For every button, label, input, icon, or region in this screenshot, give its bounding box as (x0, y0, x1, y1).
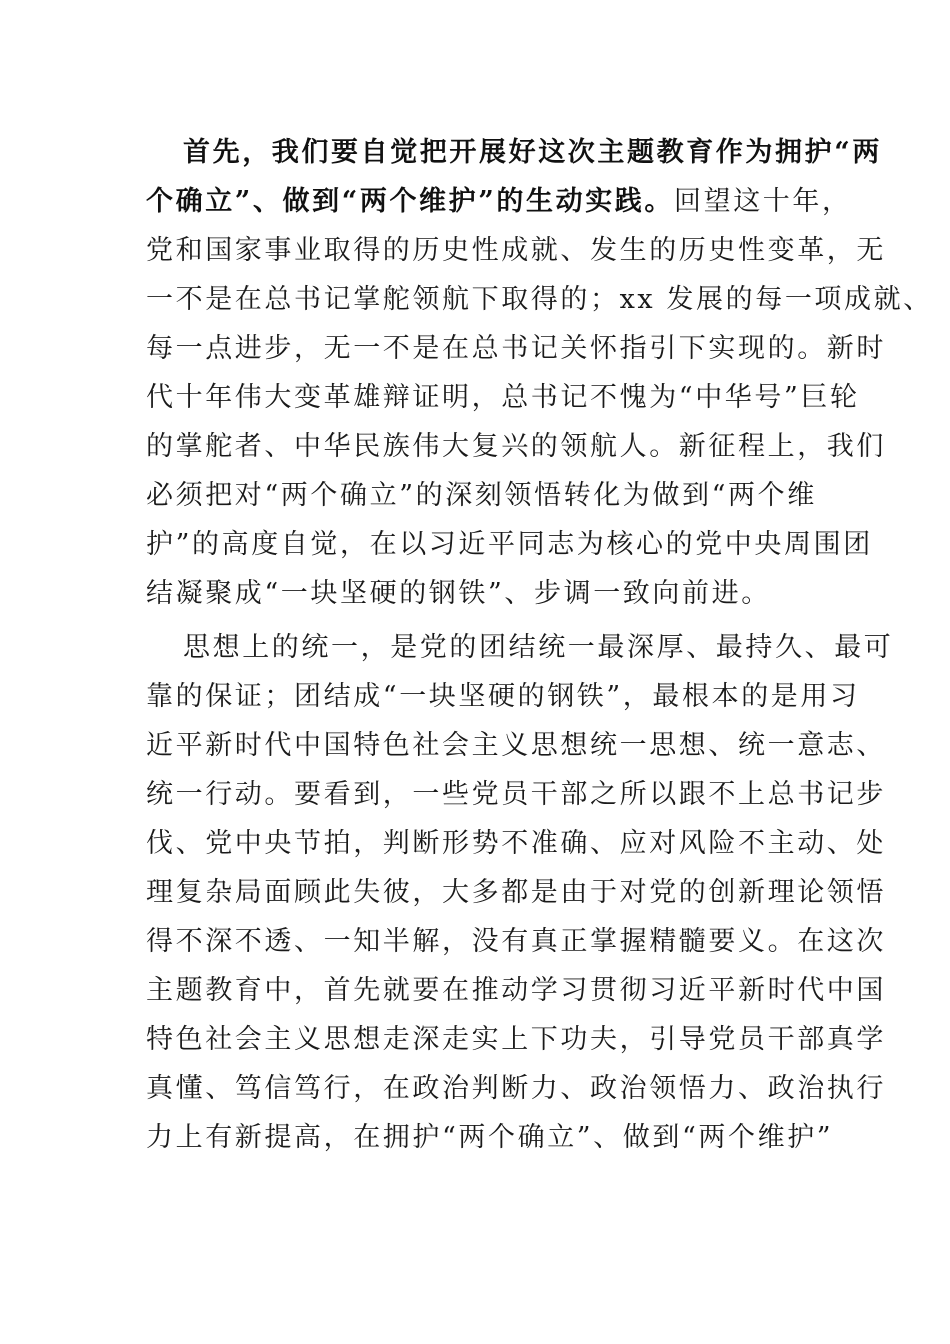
paragraph-2-line-3: 近平新时代中国特色社会主义思想统一思想、统一意志、 (146, 730, 886, 761)
paragraph-2-line-10: 真懂、笃信笃行，在政治判断力、政治领悟力、政治执行 (146, 1073, 886, 1104)
paragraph-2-line-7: 得不深不透、一知半解，没有真正掌握精髓要义。在这次 (146, 926, 886, 957)
paragraph-2-line-9: 特色社会主义思想走深走实上下功夫，引导党员干部真学 (146, 1024, 886, 1055)
body-text: 必须把对“两个确立”的深刻领悟转化为做到“两个维 (146, 480, 817, 511)
paragraph-1-line-8 (146, 478, 846, 514)
body-text: 结凝聚成“一块坚硬的钢铁”、步调一致向前进。 (146, 578, 771, 609)
body-text: 回望这十年， (674, 186, 852, 217)
paragraph-1-line-10 (146, 576, 846, 612)
paragraph-1-line-3 (146, 233, 886, 269)
paragraph-2-line-4: 统一行动。要看到，一些党员干部之所以跟不上总书记步 (146, 779, 886, 810)
body-text: 护”的高度自觉，在以习近平同志为核心的党中央周围团 (146, 529, 873, 560)
paragraph-2-line-1: 思想上的统一，是党的团结统一最深厚、最持久、最可 (183, 632, 894, 663)
paragraph-2-line-5: 伐、党中央节拍，判断形势不准确、应对风险不主动、处 (146, 828, 886, 859)
body-text: 一不是在总书记掌舵领航下取得的；xx 发展的每一项成就、 (146, 284, 933, 315)
body-text: 党和国家事业取得的历史性成就、发生的历史性变革，无 (146, 235, 886, 266)
body-text: 代十年伟大变革雄辩证明，总书记不愧为“中华号”巨轮 (146, 382, 860, 413)
body-text: 的掌舵者、中华民族伟大复兴的领航人。新征程上，我们 (146, 431, 886, 462)
paragraph-1-line-6 (146, 380, 860, 416)
paragraph-2-line-2: 靠的保证；团结成“一块坚硬的钢铁”，最根本的是用习 (146, 681, 860, 712)
bold-lead-text: 首先，我们要自觉把开展好这次主题教育作为拥护“两 (183, 137, 882, 168)
paragraph-1-line-9 (146, 527, 873, 563)
paragraph-1-line-5 (146, 331, 886, 367)
paragraph-2-line-11: 力上有新提高，在拥护“两个确立”、做到“两个维护” (146, 1122, 834, 1153)
paragraph-1-line-7 (146, 429, 886, 465)
paragraph-2-line-6: 理复杂局面顾此失彼，大多都是由于对党的创新理论领悟 (146, 877, 886, 908)
paragraph-1-line-2 (146, 184, 852, 220)
paragraph-1-line-4 (146, 282, 933, 318)
body-text: 每一点进步，无一不是在总书记关怀指引下实现的。新时 (146, 333, 886, 364)
bold-lead-text: 个确立”、做到“两个维护”的生动实践。 (146, 186, 674, 217)
paragraph-1-line-1 (183, 135, 883, 171)
paragraph-2-line-8: 主题教育中，首先就要在推动学习贯彻习近平新时代中国 (146, 975, 886, 1006)
